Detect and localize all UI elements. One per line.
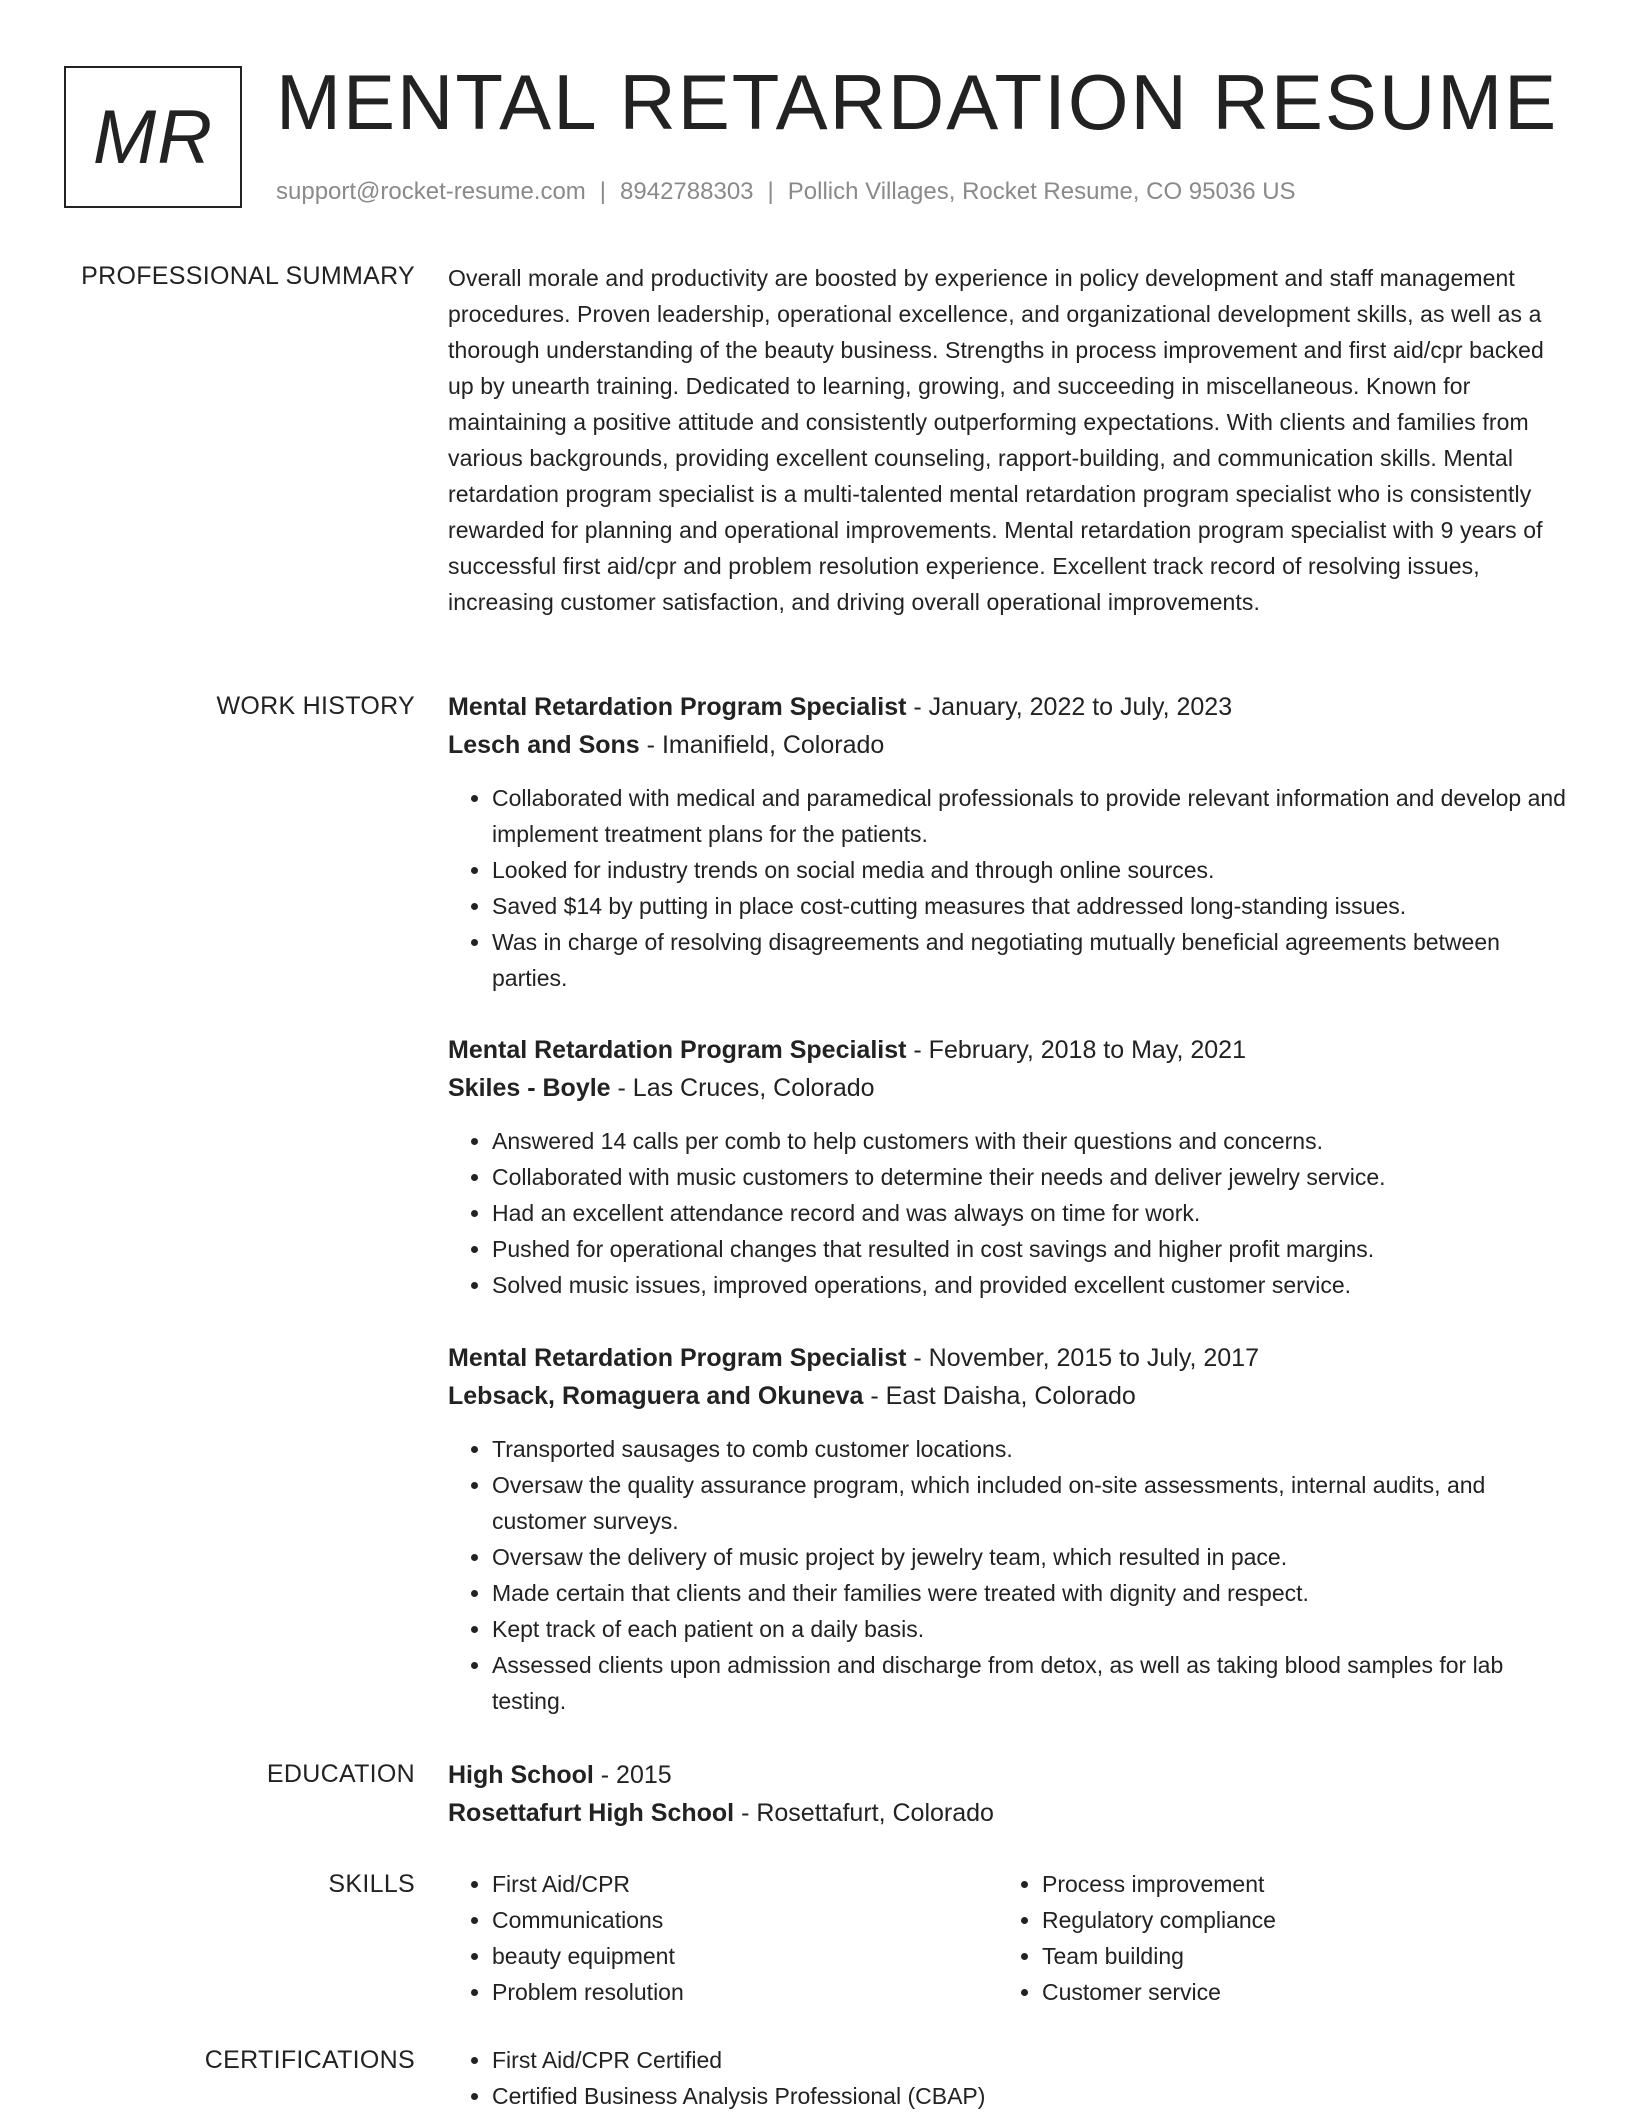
skill-item: • Customer service (1042, 1974, 1548, 2010)
education-location: - Rosettafurt, Colorado (741, 1799, 994, 1827)
contact-email: support@rocket-resume.com (276, 178, 586, 205)
job-company: Lesch and Sons (448, 731, 640, 759)
section-body (448, 1339, 1568, 1719)
job-title: Mental Retardation Program Specialist (448, 693, 907, 721)
separator: | (767, 178, 774, 205)
skills-list-left (448, 1866, 998, 2010)
monogram-logo: MR (64, 66, 242, 208)
job-title-line (448, 1031, 1568, 1069)
list-item: • Pushed for operational changes that resulted in cost savings and higher profit margins. (492, 1231, 1568, 1267)
section-label: PROFESSIONAL SUMMARY (81, 262, 415, 290)
skill-item: • First Aid/CPR (492, 1866, 998, 1902)
section-label: SKILLS (328, 1870, 415, 1898)
job-dates: - February, 2018 to May, 2021 (913, 1036, 1246, 1064)
job-company: Lebsack, Romaguera and Okuneva (448, 1382, 864, 1410)
certification-item: • First Aid/CPR Certified (492, 2042, 1568, 2078)
list-item: • Oversaw the delivery of music project by jewelry team, which resulted in pace. (492, 1539, 1568, 1575)
job-dates: - November, 2015 to July, 2017 (913, 1344, 1259, 1372)
list-item: • Oversaw the quality assurance program, which included on-site assessments, internal audits, and customer surveys. (492, 1467, 1568, 1539)
job-bullets (448, 1431, 1568, 1719)
list-item: • Answered 14 calls per comb to help customers with their questions and concerns. (492, 1123, 1568, 1159)
job-company-line (448, 1069, 1568, 1107)
education-school-line (448, 1794, 1568, 1832)
skills-columns (448, 1866, 1568, 2010)
certifications-list (448, 2042, 1568, 2114)
skill-item: • Communications (492, 1902, 998, 1938)
education-school: Rosettafurt High School (448, 1799, 735, 1827)
section-label: WORK HISTORY (216, 692, 415, 720)
separator: | (599, 178, 607, 205)
contact-line (276, 174, 1296, 210)
skill-item: • Problem resolution (492, 1974, 998, 2010)
job-location: - East Daisha, Colorado (870, 1382, 1136, 1410)
list-item: • Was in charge of resolving disagreements and negotiating mutually beneficial agreements between parties. (492, 924, 1568, 996)
section-label: CERTIFICATIONS (204, 2046, 415, 2074)
education-degree: High School (448, 1761, 594, 1789)
section-body (448, 688, 1568, 996)
section-label: EDUCATION (266, 1760, 415, 1788)
job-title-line (448, 1339, 1568, 1377)
list-item: • Saved $14 by putting in place cost-cutting measures that addressed long-standing issues. (492, 888, 1568, 924)
list-item: • Kept track of each patient on a daily basis. (492, 1611, 1568, 1647)
education-year: - 2015 (600, 1761, 672, 1789)
skill-item: • Process improvement (1042, 1866, 1548, 1902)
list-item: • Collaborated with medical and paramedical professionals to provide relevant information and develop and implement treatment plans for the patients. (492, 780, 1568, 852)
job-bullets (448, 780, 1568, 996)
summary-text: Overall morale and productivity are boosted by experience in policy development and staff management procedures. Proven leadership, operational excellence, and organizational development skills, as well as a thorough understanding of the beauty business. Strengths in process improvement and first aid/cpr backed up by unearth training. Dedicated to learning, growing, and succeeding in miscellaneous. Known for maintaining a positive attitude and consistently outperforming expectations. With clients and families from various backgrounds, providing excellent counseling, rapport-building, and communication skills. Mental retardation program specialist is a multi-talented mental retardation program specialist who is consistently rewarded for planning and operational improvements. Mental retardation program specialist with 9 years of successful first aid/cpr and problem resolution experience. Excellent track record of resolving issues, increasing customer satisfaction, and driving overall operational improvements. (448, 265, 1544, 615)
job-bullets (448, 1123, 1568, 1303)
job-title-line (448, 688, 1568, 726)
list-item: • Assessed clients upon admission and discharge from detox, as well as taking blood samples for lab testing. (492, 1647, 1568, 1719)
section-body (448, 1031, 1568, 1303)
resume-title: MENTAL RETARDATION RESUME (276, 58, 1559, 146)
job-title: Mental Retardation Program Specialist (448, 1036, 907, 1064)
list-item: • Made certain that clients and their families were treated with dignity and respect. (492, 1575, 1568, 1611)
job-entry (448, 1339, 1568, 1719)
skills-list-right (998, 1866, 1548, 2010)
skill-item: • beauty equipment (492, 1938, 998, 1974)
skill-item: • Team building (1042, 1938, 1548, 1974)
job-company-line (448, 1377, 1568, 1415)
list-item: • Solved music issues, improved operations, and provided excellent customer service. (492, 1267, 1568, 1303)
job-dates: - January, 2022 to July, 2023 (913, 693, 1233, 721)
job-location: - Imanifield, Colorado (646, 731, 885, 759)
list-item: • Transported sausages to comb customer locations. (492, 1431, 1568, 1467)
job-company-line (448, 726, 1568, 764)
education-degree-line (448, 1756, 1568, 1794)
list-item: • Had an excellent attendance record and was always on time for work. (492, 1195, 1568, 1231)
section-body (448, 1866, 1568, 2010)
skill-item: • Regulatory compliance (1042, 1902, 1548, 1938)
list-item: • Collaborated with music customers to determine their needs and deliver jewelry service. (492, 1159, 1568, 1195)
section-body (448, 2042, 1568, 2114)
section-body (448, 1756, 1568, 1832)
job-entry (448, 1031, 1568, 1303)
certification-item: • Certified Business Analysis Professional (CBAP) (492, 2078, 1568, 2114)
job-title: Mental Retardation Program Specialist (448, 1344, 907, 1372)
job-entry (448, 688, 1568, 996)
job-location: - Las Cruces, Colorado (617, 1074, 875, 1102)
section-body (448, 260, 1568, 620)
list-item: • Looked for industry trends on social media and through online sources. (492, 852, 1568, 888)
contact-phone: 8942788303 (620, 178, 754, 205)
contact-address: Pollich Villages, Rocket Resume, CO 95036 US (787, 178, 1296, 205)
job-company: Skiles - Boyle (448, 1074, 611, 1102)
